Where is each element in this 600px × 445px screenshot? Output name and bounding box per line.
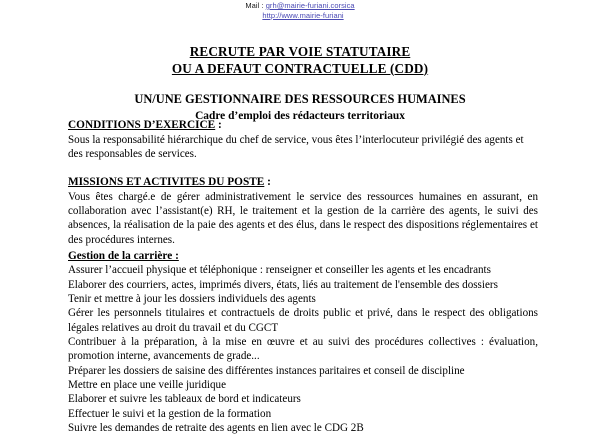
section-heading-carriere (68, 249, 538, 264)
document-body (68, 118, 538, 436)
list-item: Mettre en place une veille juridique (68, 379, 227, 392)
mail-label: Mail : (245, 1, 264, 10)
title-line-1: RECRUTE PAR VOIE STATUTAIRE (189, 44, 411, 59)
title-line-2: OU A DEFAUT CONTRACTUELLE (CDD) (171, 60, 429, 76)
list-item: Suivre les demandes de retraite des agents en lien avec le CDG 2B (68, 422, 364, 435)
section-heading-carriere-text: Gestion de la carrière : (68, 249, 179, 262)
list-item: Assurer l’accueil physique et téléphonique : renseigner et conseiller les agents et les encadrants (68, 264, 491, 277)
website-line (0, 11, 600, 21)
section-heading-missions (68, 175, 538, 190)
email-link[interactable]: grh@mairie-furiani.corsica (265, 1, 355, 10)
subtitle-job-title: UN/UNE GESTIONNAIRE DES RESSOURCES HUMAINES (134, 92, 466, 106)
list-item: Contribuer à la préparation, à la mise en œuvre et au suivi des procédures collectives : évaluation, promotion interne, avancements de grade... (68, 336, 538, 363)
email-line (0, 1, 600, 11)
section-heading-missions-text: MISSIONS ET ACTIVITES DU POSTE (68, 176, 265, 189)
list-item: Tenir et mettre à jour les dossiers individuels des agents (68, 293, 316, 306)
list-item: Elaborer des courriers, actes, imprimés divers, états, liés au traitement de l'ensemble des dossiers (68, 278, 498, 291)
list-item: Préparer les dossiers de saisine des différentes instances paritaires et conseil de discipline (68, 364, 465, 377)
conditions-paragraph: Sous la responsabilité hiérarchique du chef de service, vous êtes l’interlocuteur privilégié des agents et des responsables de services. (68, 133, 524, 160)
page-title (0, 44, 600, 77)
subtitle-job-category: Cadre d’emploi des rédacteurs territoriaux (195, 109, 405, 122)
list-item: Effectuer le suivi et la gestion de la formation (68, 407, 272, 420)
section-heading-conditions (68, 118, 538, 133)
list-item: Elaborer et suivre les tableaux de bord et indicateurs (68, 393, 301, 406)
section-heading-missions-colon: : (264, 176, 271, 189)
missions-paragraph: Vous êtes chargé.e de gérer administrativement le service des ressources humaines en assurant, en collaboration avec l’assistant(e) RH, le traitement et la gestion de la carrière des agents, le suivi des absences, la réalisation de la paie des agents et des élus, dans le respect des dispositions réglementaires et des procédures internes. (68, 190, 538, 246)
document-header (0, 0, 600, 20)
list-item: Gérer les personnels titulaires et contractuels de droits public et privé, dans le respect des obligations légales relatives au droit du travail et du CGCT (68, 307, 538, 334)
section-heading-conditions-colon: : (215, 119, 222, 131)
section-heading-conditions-text: CONDITIONS D’EXERCICE (68, 119, 216, 131)
website-link[interactable]: http://www.mairie-furiani (262, 10, 344, 20)
